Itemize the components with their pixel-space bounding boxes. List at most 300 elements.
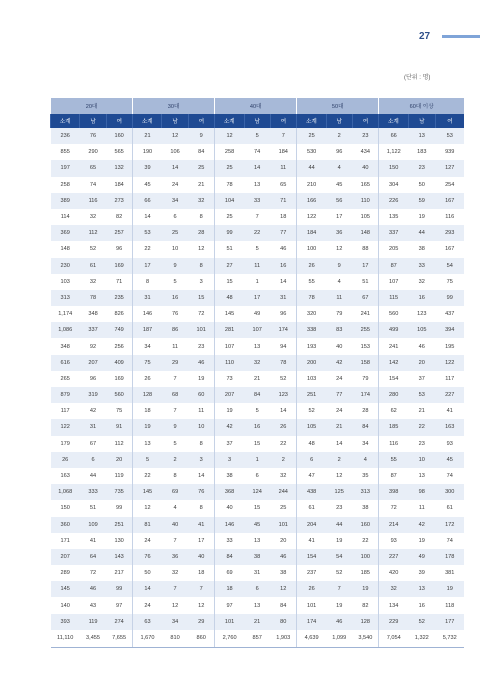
table-cell: 857 <box>244 630 270 648</box>
table-cell: 300 <box>435 484 464 500</box>
table-cell: 78 <box>297 290 326 306</box>
table-cell: 13 <box>408 468 435 484</box>
table-cell: 40 <box>352 160 378 176</box>
table-cell: 96 <box>80 371 106 387</box>
table-cell: 21 <box>244 371 270 387</box>
table-cell: 560 <box>379 306 408 322</box>
table-cell: 67 <box>352 290 378 306</box>
table-cell: 14 <box>188 468 214 484</box>
table-cell: 169 <box>106 371 132 387</box>
table-cell: 348 <box>80 306 106 322</box>
table-cell: 185 <box>352 565 378 581</box>
table-cell: 304 <box>379 177 408 193</box>
table-cell: 258 <box>215 144 244 160</box>
table-cell: 166 <box>297 193 326 209</box>
table-cell: 381 <box>435 565 464 581</box>
table-cell: 15 <box>244 436 270 452</box>
table-cell: 7 <box>188 581 214 597</box>
table-cell: 22 <box>352 533 378 549</box>
table-cell: 210 <box>297 177 326 193</box>
table-cell: 2 <box>162 452 188 468</box>
table-row <box>51 225 465 241</box>
table-cell: 18 <box>270 209 296 225</box>
table-cell: 50 <box>408 177 435 193</box>
table-cell: 204 <box>297 517 326 533</box>
table-cell: 167 <box>435 241 464 257</box>
table-cell: 93 <box>435 436 464 452</box>
table-cell: 214 <box>379 517 408 533</box>
table-cell: 313 <box>352 484 378 500</box>
table-cell: 200 <box>297 355 326 371</box>
table-row <box>51 403 465 419</box>
table-cell: 130 <box>106 533 132 549</box>
table-row <box>51 597 465 613</box>
table-cell: 6 <box>244 581 270 597</box>
table-cell: 251 <box>297 387 326 403</box>
table-cell: 62 <box>379 403 408 419</box>
table-cell: 19 <box>326 533 352 549</box>
table-cell: 105 <box>408 322 435 338</box>
table-cell: 112 <box>80 225 106 241</box>
table-cell: 5,732 <box>435 630 464 648</box>
table-cell: 125 <box>326 484 352 500</box>
table-cell: 75 <box>435 274 464 290</box>
table-cell: 29 <box>162 355 188 371</box>
table-cell: 79 <box>352 371 378 387</box>
table-cell: 40 <box>188 549 214 565</box>
table-cell: 24 <box>326 403 352 419</box>
table-cell: 19 <box>215 403 244 419</box>
table-row <box>51 355 465 371</box>
table-cell: 99 <box>106 581 132 597</box>
table-cell: 64 <box>80 549 106 565</box>
table-cell: 61 <box>435 500 464 516</box>
table-cell: 33 <box>408 258 435 274</box>
table-cell: 6 <box>297 452 326 468</box>
table-cell: 4 <box>326 160 352 176</box>
table-cell: 22 <box>408 419 435 435</box>
table-cell: 104 <box>215 193 244 209</box>
table-row <box>51 533 465 549</box>
table-cell: 105 <box>352 209 378 225</box>
table-cell: 101 <box>270 517 296 533</box>
table-cell: 36 <box>326 225 352 241</box>
table-cell: 5 <box>244 128 270 144</box>
table-row <box>51 452 465 468</box>
table-cell: 97 <box>106 597 132 613</box>
page-accent-bar <box>442 35 480 38</box>
table-cell: 116 <box>379 436 408 452</box>
table-cell: 174 <box>352 387 378 403</box>
sub-header: 여 <box>106 114 132 128</box>
table-cell: 14 <box>270 274 296 290</box>
table-cell: 5 <box>244 241 270 257</box>
table-cell: 11 <box>188 403 214 419</box>
table-cell: 6 <box>162 209 188 225</box>
table-cell: 99 <box>435 290 464 306</box>
table-cell: 14 <box>326 436 352 452</box>
table-cell: 46 <box>80 581 106 597</box>
sub-header: 여 <box>352 114 378 128</box>
table-cell: 13 <box>244 338 270 354</box>
table-cell: 38 <box>215 468 244 484</box>
table-cell: 32 <box>244 355 270 371</box>
table-cell: 171 <box>51 533 80 549</box>
table-cell: 11,110 <box>51 630 80 648</box>
table-cell: 32 <box>80 274 106 290</box>
sub-header: 여 <box>270 114 296 128</box>
table-cell: 179 <box>51 436 80 452</box>
table-cell: 107 <box>215 338 244 354</box>
table-cell: 274 <box>106 614 132 630</box>
table-cell: 52 <box>80 241 106 257</box>
table-cell: 46 <box>408 338 435 354</box>
table-cell: 184 <box>297 225 326 241</box>
table-cell: 1 <box>244 274 270 290</box>
sub-header: 남 <box>80 114 106 128</box>
table-row <box>51 241 465 257</box>
table-cell: 12 <box>270 581 296 597</box>
table-cell: 97 <box>215 597 244 613</box>
table-cell: 143 <box>106 549 132 565</box>
table-row <box>51 177 465 193</box>
table-cell: 52 <box>270 371 296 387</box>
table-cell: 25 <box>188 160 214 176</box>
table-cell: 127 <box>435 160 464 176</box>
table-cell: 37 <box>215 436 244 452</box>
table-cell: 25 <box>297 128 326 144</box>
table-row <box>51 436 465 452</box>
table-cell: 26 <box>51 452 80 468</box>
table-cell: 7 <box>162 403 188 419</box>
table-row <box>51 258 465 274</box>
table-cell: 66 <box>133 193 162 209</box>
table-cell: 148 <box>352 225 378 241</box>
table-cell: 437 <box>435 306 464 322</box>
table-cell: 59 <box>408 193 435 209</box>
table-cell: 10 <box>188 419 214 435</box>
table-cell: 33 <box>215 533 244 549</box>
table-cell: 40 <box>215 500 244 516</box>
table-cell: 24 <box>162 177 188 193</box>
table-cell: 23 <box>352 128 378 144</box>
table-cell: 23 <box>188 338 214 354</box>
table-row <box>51 614 465 630</box>
table-cell: 34 <box>352 436 378 452</box>
table-cell: 879 <box>51 387 80 403</box>
table-cell: 3 <box>188 452 214 468</box>
table-row <box>51 338 465 354</box>
table-cell: 14 <box>270 403 296 419</box>
table-cell: 122 <box>435 355 464 371</box>
table-cell: 100 <box>297 241 326 257</box>
table-cell: 26 <box>270 419 296 435</box>
table-cell: 103 <box>51 274 80 290</box>
table-row <box>51 128 465 144</box>
table-cell: 82 <box>352 597 378 613</box>
table-cell: 145 <box>215 306 244 322</box>
table-cell: 51 <box>352 274 378 290</box>
table-cell: 78 <box>80 290 106 306</box>
table-row <box>51 160 465 176</box>
table-cell: 258 <box>51 177 80 193</box>
table-cell: 96 <box>106 241 132 257</box>
table-row <box>51 517 465 533</box>
statistics-table <box>50 98 464 648</box>
table-cell: 13 <box>408 581 435 597</box>
table-cell: 31 <box>244 565 270 581</box>
table-cell: 12 <box>188 241 214 257</box>
table-cell: 8 <box>188 258 214 274</box>
table-cell: 82 <box>106 209 132 225</box>
table-cell: 48 <box>215 290 244 306</box>
table-cell: 32 <box>162 565 188 581</box>
table-cell: 49 <box>408 549 435 565</box>
table-cell: 76 <box>80 128 106 144</box>
table-cell: 499 <box>379 322 408 338</box>
group-header-row <box>51 98 465 114</box>
sub-header: 남 <box>162 114 188 128</box>
table-cell: 38 <box>244 549 270 565</box>
table-cell: 207 <box>80 355 106 371</box>
table-cell: 88 <box>352 241 378 257</box>
table-cell: 17 <box>352 258 378 274</box>
table-cell: 18 <box>215 581 244 597</box>
table-cell: 5 <box>244 403 270 419</box>
table-cell: 338 <box>297 322 326 338</box>
table-cell: 16 <box>162 290 188 306</box>
table-cell: 40 <box>326 338 352 354</box>
sub-header: 소계 <box>133 114 162 128</box>
table-cell: 24 <box>326 371 352 387</box>
table-cell: 109 <box>80 517 106 533</box>
table-cell: 50 <box>133 565 162 581</box>
table-cell: 61 <box>80 258 106 274</box>
table-cell: 74 <box>80 177 106 193</box>
table-cell: 34 <box>162 193 188 209</box>
table-cell: 163 <box>435 419 464 435</box>
table-cell: 389 <box>51 193 80 209</box>
table-row <box>51 484 465 500</box>
table-cell: 12 <box>326 241 352 257</box>
table-cell: 15 <box>244 500 270 516</box>
table-cell: 31 <box>270 290 296 306</box>
table-cell: 119 <box>106 468 132 484</box>
table-cell: 237 <box>297 565 326 581</box>
table-cell: 184 <box>270 144 296 160</box>
table-cell: 98 <box>408 484 435 500</box>
table-cell: 142 <box>379 355 408 371</box>
table-cell: 84 <box>188 144 214 160</box>
table-cell: 160 <box>106 128 132 144</box>
table-cell: 86 <box>162 322 188 338</box>
table-cell: 34 <box>133 338 162 354</box>
table-cell: 29 <box>188 614 214 630</box>
table-cell: 122 <box>51 419 80 435</box>
table-cell: 8 <box>162 468 188 484</box>
table-cell: 11 <box>162 338 188 354</box>
table-cell: 135 <box>379 209 408 225</box>
table-cell: 114 <box>51 209 80 225</box>
table-cell: 11 <box>244 258 270 274</box>
table-cell: 19 <box>408 209 435 225</box>
table-cell: 101 <box>297 597 326 613</box>
table-cell: 18 <box>133 403 162 419</box>
table-cell: 616 <box>51 355 80 371</box>
table-cell: 77 <box>270 225 296 241</box>
table-cell: 33 <box>244 193 270 209</box>
table-cell: 12 <box>162 128 188 144</box>
table-cell: 73 <box>215 371 244 387</box>
table-cell: 1,086 <box>51 322 80 338</box>
table-cell: 23 <box>408 160 435 176</box>
table-cell: 4 <box>352 452 378 468</box>
unit-note: (단위 : 명) <box>404 75 431 81</box>
sub-header: 소계 <box>215 114 244 128</box>
table-cell: 22 <box>244 225 270 241</box>
table-cell: 9 <box>326 258 352 274</box>
table-cell: 24 <box>133 597 162 613</box>
table-cell: 69 <box>162 484 188 500</box>
table-cell: 51 <box>215 241 244 257</box>
group-header: 40대 <box>215 98 297 114</box>
table-cell: 66 <box>379 128 408 144</box>
table-cell: 84 <box>244 387 270 403</box>
table-cell: 2 <box>270 452 296 468</box>
table-cell: 99 <box>215 225 244 241</box>
table-cell: 92 <box>80 338 106 354</box>
table-cell: 116 <box>80 193 106 209</box>
table-cell: 3 <box>215 452 244 468</box>
sub-header: 남 <box>244 114 270 128</box>
table-cell: 398 <box>379 484 408 500</box>
table-cell: 174 <box>297 614 326 630</box>
table-cell: 19 <box>408 533 435 549</box>
table-cell: 13 <box>244 597 270 613</box>
table-cell: 273 <box>106 193 132 209</box>
table-cell: 360 <box>51 517 80 533</box>
table-cell: 227 <box>379 549 408 565</box>
table-cell: 810 <box>162 630 188 648</box>
table-row <box>51 306 465 322</box>
table-cell: 6 <box>80 452 106 468</box>
table-cell: 93 <box>379 533 408 549</box>
table-cell: 860 <box>188 630 214 648</box>
table-cell: 41 <box>297 533 326 549</box>
table-cell: 14 <box>244 160 270 176</box>
table-cell: 7,655 <box>106 630 132 648</box>
table-row <box>51 209 465 225</box>
table-cell: 38 <box>408 241 435 257</box>
table-cell: 16 <box>244 419 270 435</box>
table-cell: 116 <box>435 209 464 225</box>
table-cell: 83 <box>326 322 352 338</box>
table-cell: 26 <box>133 371 162 387</box>
table-cell: 826 <box>106 306 132 322</box>
table-cell: 71 <box>270 193 296 209</box>
table-cell: 9 <box>162 258 188 274</box>
table-cell: 172 <box>435 517 464 533</box>
table-cell: 94 <box>270 338 296 354</box>
table-row <box>51 500 465 516</box>
table-cell: 18 <box>188 565 214 581</box>
table-cell: 11 <box>270 160 296 176</box>
table-cell: 337 <box>379 225 408 241</box>
table-cell: 53 <box>133 225 162 241</box>
table-row <box>51 274 465 290</box>
table-cell: 185 <box>379 419 408 435</box>
table-body <box>51 128 465 647</box>
table-cell: 46 <box>270 549 296 565</box>
table-cell: 193 <box>297 338 326 354</box>
table-cell: 99 <box>106 500 132 516</box>
table-cell: 320 <box>297 306 326 322</box>
table-cell: 236 <box>51 128 80 144</box>
table-cell: 20 <box>408 355 435 371</box>
table-cell: 91 <box>106 419 132 435</box>
table-cell: 319 <box>80 387 106 403</box>
table-cell: 35 <box>352 468 378 484</box>
table-cell: 32 <box>80 209 106 225</box>
table-cell: 84 <box>352 419 378 435</box>
table-cell: 158 <box>352 355 378 371</box>
table-cell: 22 <box>133 468 162 484</box>
table-cell: 23 <box>326 500 352 516</box>
table-cell: 21 <box>188 177 214 193</box>
table-cell: 128 <box>352 614 378 630</box>
table-cell: 41 <box>80 533 106 549</box>
table-cell: 122 <box>297 209 326 225</box>
table-cell: 145 <box>51 581 80 597</box>
table-cell: 81 <box>133 517 162 533</box>
table-cell: 110 <box>215 355 244 371</box>
table-cell: 16 <box>408 290 435 306</box>
table-cell: 8 <box>188 500 214 516</box>
table-cell: 195 <box>435 338 464 354</box>
table-cell: 16 <box>270 258 296 274</box>
table-cell: 227 <box>435 387 464 403</box>
table-cell: 235 <box>106 290 132 306</box>
table-cell: 256 <box>106 338 132 354</box>
table-cell: 190 <box>133 144 162 160</box>
table-cell: 11 <box>326 290 352 306</box>
table-cell: 280 <box>379 387 408 403</box>
table-cell: 60 <box>188 387 214 403</box>
table-cell: 160 <box>352 517 378 533</box>
table-cell: 226 <box>379 193 408 209</box>
table-cell: 3 <box>188 274 214 290</box>
table-cell: 12 <box>188 597 214 613</box>
table-cell: 63 <box>133 614 162 630</box>
table-cell: 21 <box>326 419 352 435</box>
table-cell: 49 <box>244 306 270 322</box>
table-cell: 3,455 <box>80 630 106 648</box>
table-cell: 21 <box>133 128 162 144</box>
page-number: 27 <box>419 31 431 42</box>
table-cell: 16 <box>408 597 435 613</box>
table-cell: 12 <box>162 597 188 613</box>
table-cell: 54 <box>326 549 352 565</box>
table-cell: 38 <box>270 565 296 581</box>
table-cell: 265 <box>51 371 80 387</box>
table-cell: 20 <box>270 533 296 549</box>
table-cell: 7 <box>270 128 296 144</box>
table-cell: 146 <box>133 306 162 322</box>
table-cell: 207 <box>215 387 244 403</box>
table-cell: 21 <box>244 614 270 630</box>
table-cell: 10 <box>162 241 188 257</box>
table-row <box>51 549 465 565</box>
